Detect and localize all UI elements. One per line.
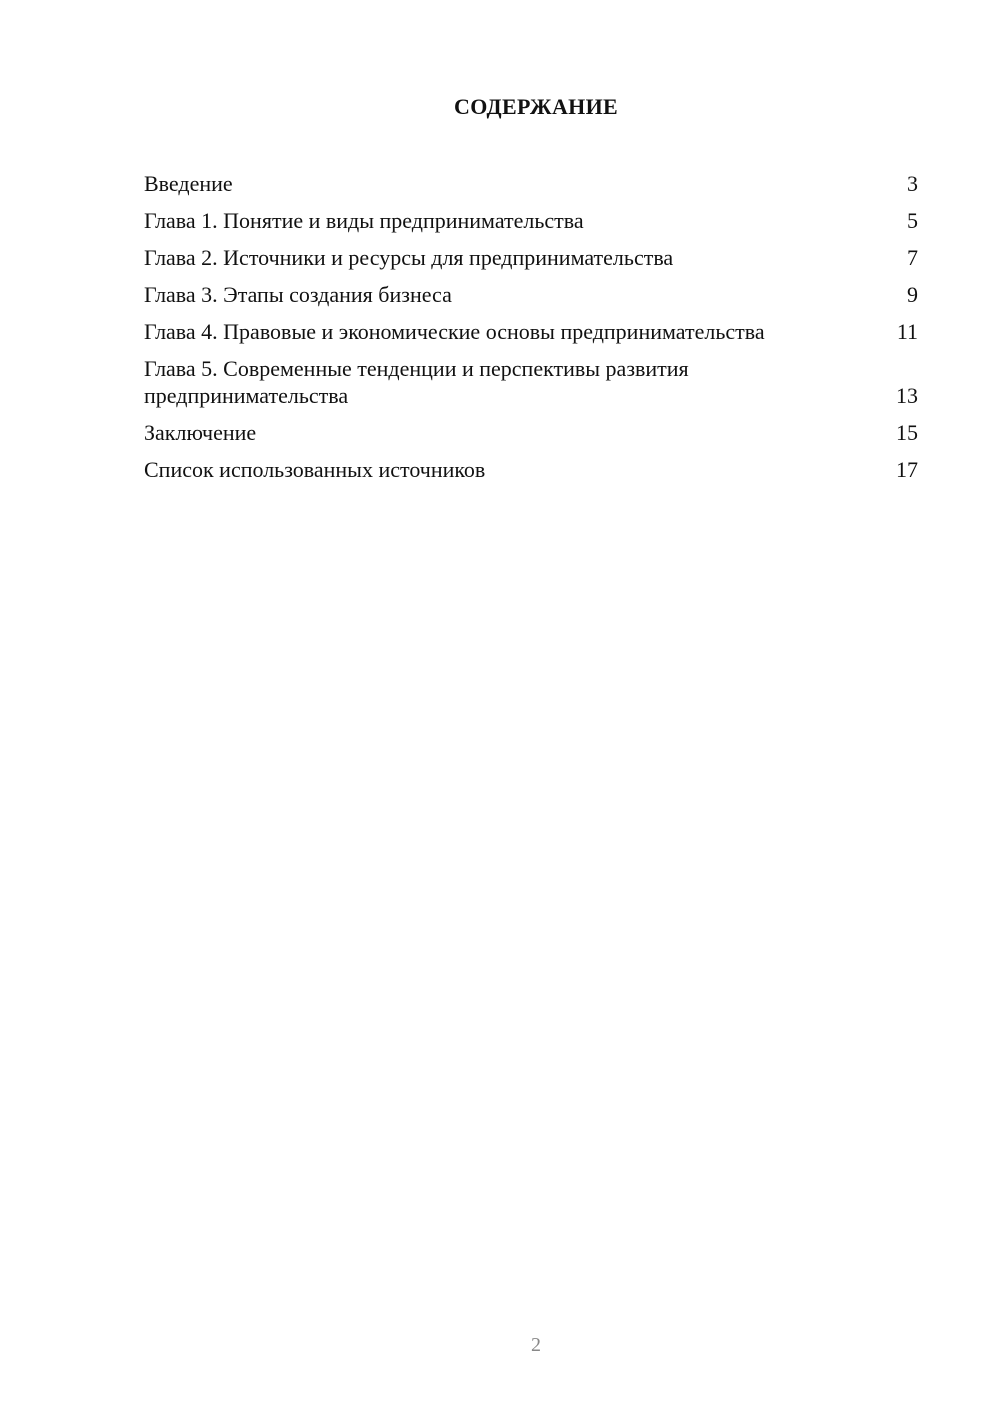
toc-entry [144,170,918,197]
toc-entry-page: 5 [907,208,918,233]
toc-entry-page: 9 [907,282,918,307]
toc-entry-title: Заключение [144,420,257,445]
toc-entry-title: Глава 4. Правовые и экономические основы предпринимательства [144,319,765,344]
table-of-contents [144,170,918,493]
toc-entry-title: Глава 1. Понятие и виды предпринимательства [144,208,584,233]
toc-entry-page: 17 [896,457,918,482]
page-number: 2 [531,1334,541,1356]
toc-entry-title: Глава 5. Современные тенденции и перспективы развития предпринимательства [144,356,689,408]
toc-entry [144,355,918,409]
toc-entry [144,419,918,446]
toc-entry-page: 11 [896,319,918,344]
page-title: СОДЕРЖАНИЕ [454,94,618,119]
toc-entry-page: 3 [907,171,918,196]
toc-entry [144,456,918,483]
toc-entry-page: 15 [896,420,918,445]
toc-entry [144,244,918,271]
toc-entry [144,207,918,234]
toc-entry-title: Глава 2. Источники и ресурсы для предпринимательства [144,245,674,270]
toc-entry-page: 7 [907,245,918,270]
toc-entry-title: Список использованных источников [144,457,486,482]
toc-entry-page: 13 [896,383,918,408]
toc-entry [144,318,918,345]
toc-entry-title: Введение [144,171,233,196]
toc-entry [144,281,918,308]
toc-entry-title: Глава 3. Этапы создания бизнеса [144,282,452,307]
